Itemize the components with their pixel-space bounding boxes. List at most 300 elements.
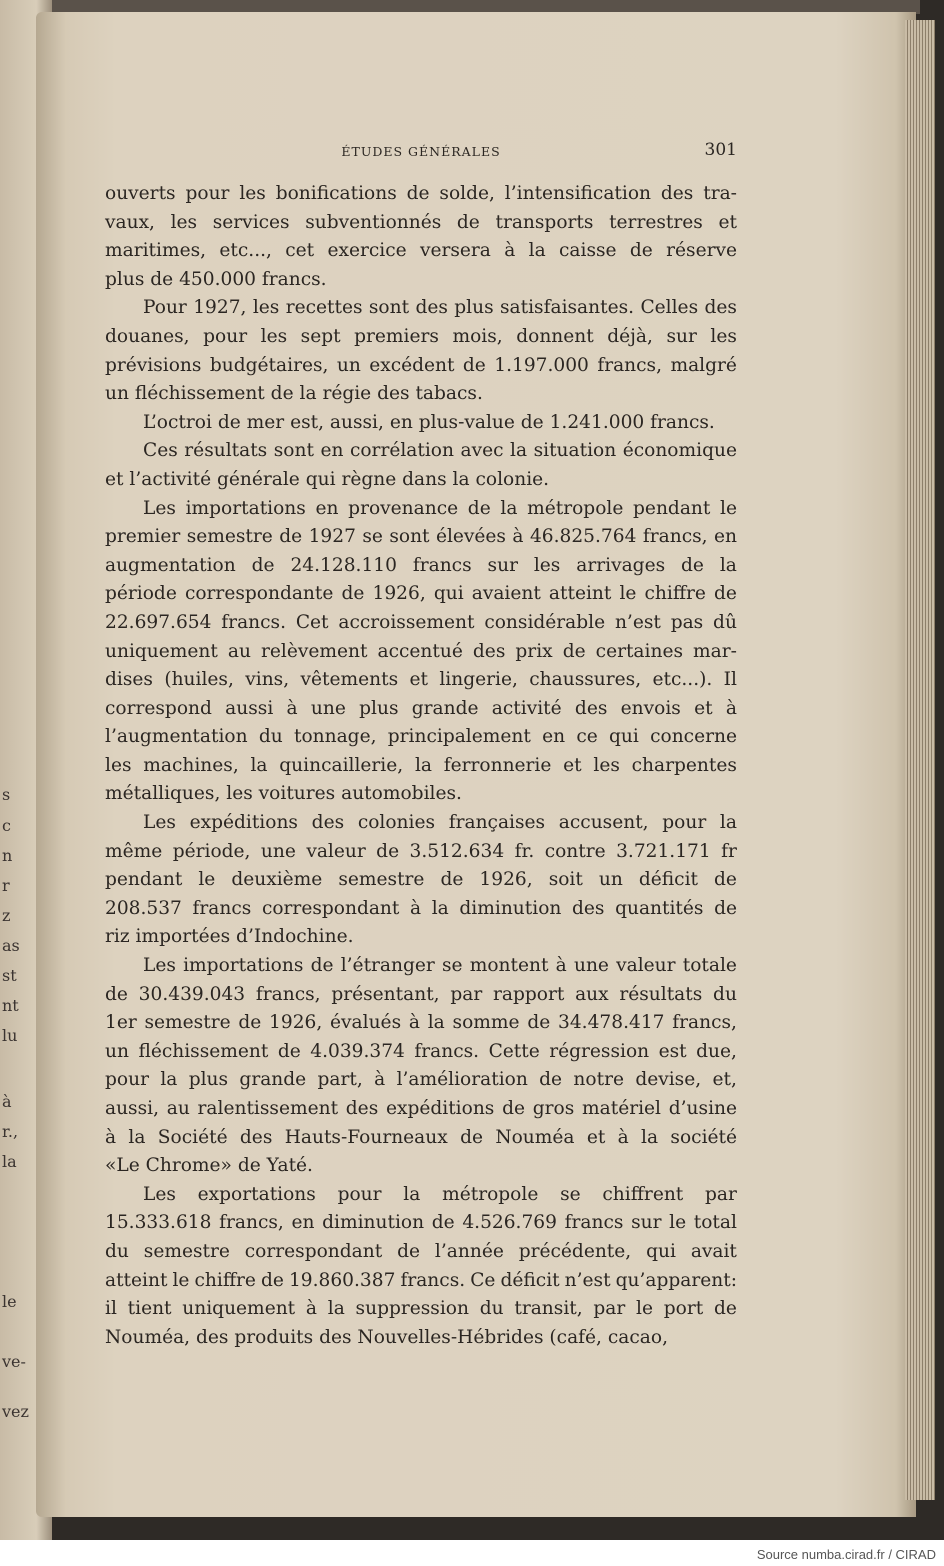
word: fr. bbox=[514, 840, 535, 862]
word: qui bbox=[646, 1240, 676, 1262]
word: la bbox=[431, 897, 449, 919]
page-header bbox=[105, 140, 737, 164]
text-line bbox=[105, 638, 737, 667]
word: des bbox=[574, 697, 608, 719]
word: importations bbox=[185, 497, 306, 519]
word: en bbox=[320, 440, 344, 462]
word: Les bbox=[143, 497, 176, 519]
word: la bbox=[414, 754, 432, 776]
word: la bbox=[327, 1298, 345, 1320]
word: de bbox=[460, 1126, 483, 1148]
word: du bbox=[479, 1298, 504, 1320]
word: Ces bbox=[143, 440, 178, 462]
word: fr bbox=[721, 840, 737, 862]
word: et bbox=[409, 669, 428, 691]
word: exportations bbox=[197, 1183, 316, 1205]
word: une bbox=[260, 840, 296, 862]
word: grande bbox=[239, 1069, 307, 1091]
word: francs, bbox=[672, 1012, 737, 1034]
word: de bbox=[714, 583, 737, 605]
text-line bbox=[105, 1209, 737, 1238]
word: de bbox=[238, 1012, 262, 1034]
word: qui bbox=[609, 726, 639, 748]
word: les bbox=[593, 754, 620, 776]
word: total bbox=[693, 1212, 737, 1234]
word: plus bbox=[188, 1069, 229, 1091]
word: vaux, bbox=[105, 211, 155, 233]
word: période, bbox=[172, 840, 251, 862]
text-line: L’octroi de mer est, aussi, en plus-value de 1.241.000 francs. bbox=[143, 411, 715, 433]
word: un bbox=[105, 1040, 129, 1062]
word: les bbox=[710, 325, 737, 347]
text-line bbox=[105, 866, 737, 895]
word: correspondante bbox=[184, 583, 334, 605]
word: francs bbox=[564, 1212, 624, 1234]
word: se bbox=[560, 1183, 581, 1205]
word: à bbox=[504, 240, 516, 262]
word: et bbox=[563, 754, 582, 776]
text-line bbox=[105, 895, 737, 924]
word: considérable bbox=[484, 611, 606, 633]
word: plus bbox=[454, 297, 494, 319]
word: évalués bbox=[330, 1012, 402, 1034]
text-line bbox=[105, 552, 737, 581]
word: expéditions bbox=[385, 1098, 495, 1119]
word: tra- bbox=[703, 183, 737, 204]
word: de bbox=[681, 554, 704, 576]
paragraph bbox=[105, 294, 737, 408]
word: situation bbox=[533, 440, 617, 462]
word: correspondant bbox=[261, 897, 400, 919]
word: le bbox=[619, 583, 637, 605]
word: chiffrent bbox=[602, 1183, 684, 1205]
word: des bbox=[572, 897, 605, 919]
word: Pour bbox=[143, 297, 187, 319]
word: ouverts bbox=[105, 183, 176, 204]
word: Société bbox=[157, 1126, 228, 1148]
word: montent bbox=[469, 955, 549, 977]
word: machines, bbox=[143, 754, 239, 776]
word: à bbox=[555, 955, 567, 977]
word: envois bbox=[620, 697, 681, 719]
word: vêtements bbox=[300, 669, 399, 691]
word: à bbox=[617, 1126, 629, 1148]
word: plus bbox=[359, 697, 399, 719]
word: 4.039.374 bbox=[310, 1040, 405, 1062]
word: régression bbox=[549, 1040, 650, 1062]
word: suppression bbox=[355, 1298, 469, 1320]
text-line bbox=[105, 209, 737, 238]
word: francs, bbox=[255, 983, 321, 1005]
word: de bbox=[406, 183, 430, 204]
text-line: riz importées d’Indochine. bbox=[105, 926, 354, 948]
word: des bbox=[704, 297, 737, 319]
word: pour bbox=[662, 812, 707, 834]
word: de bbox=[502, 1098, 526, 1119]
word: 4.526.769 bbox=[462, 1212, 557, 1234]
word: soit bbox=[548, 869, 583, 891]
word: malgré bbox=[670, 354, 737, 376]
source-credit: Source numba.cirad.fr / CIRAD bbox=[756, 1547, 936, 1562]
word: part, bbox=[317, 1069, 363, 1091]
word: qui bbox=[433, 583, 464, 605]
word: en bbox=[315, 497, 339, 519]
word: francs bbox=[412, 554, 472, 576]
word: correspond bbox=[105, 697, 212, 719]
word: la bbox=[128, 1126, 146, 1148]
paragraph bbox=[105, 437, 737, 494]
page-number: 301 bbox=[704, 140, 737, 160]
paragraph bbox=[105, 409, 737, 438]
word: pour bbox=[105, 1069, 149, 1091]
word: francs. bbox=[414, 1040, 480, 1062]
word: du bbox=[258, 726, 283, 748]
word: due, bbox=[696, 1040, 737, 1062]
text-line bbox=[105, 1267, 737, 1296]
text-line bbox=[105, 1038, 737, 1067]
word: présentant, bbox=[331, 983, 440, 1005]
word: avait bbox=[690, 1240, 737, 1262]
word: aussi bbox=[225, 697, 274, 719]
word: premier bbox=[105, 526, 181, 548]
word: prix bbox=[515, 640, 553, 662]
word: mar- bbox=[693, 640, 737, 662]
word: arrivages bbox=[576, 554, 666, 576]
text-line bbox=[105, 609, 737, 638]
text-line bbox=[105, 1238, 737, 1267]
word: de bbox=[629, 240, 653, 262]
text-line bbox=[105, 695, 737, 724]
word: 34.478.417 bbox=[558, 1012, 665, 1034]
word: accusent, bbox=[558, 812, 649, 834]
word: semestre bbox=[144, 1012, 231, 1034]
word: expéditions bbox=[189, 812, 298, 834]
word: en bbox=[291, 1212, 315, 1234]
word: à bbox=[305, 1298, 317, 1320]
word: 1926, bbox=[372, 583, 426, 605]
word: au bbox=[227, 640, 251, 662]
word: Il bbox=[723, 669, 737, 691]
word: n’est bbox=[614, 611, 661, 633]
word: les bbox=[252, 297, 280, 319]
word: valeur bbox=[306, 840, 366, 862]
word: de bbox=[279, 526, 303, 548]
word: importations bbox=[183, 955, 304, 977]
word: chaussures, bbox=[529, 669, 642, 691]
word: francs bbox=[192, 897, 252, 919]
word: port bbox=[663, 1298, 704, 1320]
word: prévisions bbox=[105, 354, 202, 376]
word: métropole bbox=[527, 497, 624, 519]
text-line bbox=[105, 981, 737, 1010]
word: Cette bbox=[488, 1040, 540, 1062]
word: les bbox=[533, 554, 561, 576]
left-page-fragment: lu bbox=[2, 1026, 18, 1045]
word: qu’apparent: bbox=[615, 1269, 737, 1291]
word: atteint bbox=[105, 1269, 168, 1291]
text-line bbox=[105, 809, 737, 838]
word: sont bbox=[389, 526, 430, 548]
word: des bbox=[415, 297, 448, 319]
word: deuxième bbox=[231, 869, 323, 891]
word: transit, bbox=[514, 1298, 583, 1320]
word: de bbox=[397, 1240, 421, 1262]
word: des bbox=[660, 183, 694, 204]
paragraph bbox=[105, 180, 737, 294]
word: budgétaires, bbox=[209, 354, 329, 376]
word: donnent bbox=[516, 325, 594, 347]
word: l’amélioration bbox=[396, 1069, 528, 1091]
word: douanes, bbox=[105, 325, 190, 347]
word: les bbox=[239, 183, 266, 204]
word: résultats bbox=[619, 983, 703, 1005]
word: tonnage, bbox=[293, 726, 377, 748]
text-line bbox=[105, 352, 737, 381]
word: 1927 bbox=[308, 526, 356, 548]
word: uniquement bbox=[105, 640, 218, 662]
word: provenance bbox=[348, 497, 459, 519]
word: à bbox=[408, 1012, 420, 1034]
left-page-fragment: ve- bbox=[2, 1352, 26, 1371]
word: précédente, bbox=[518, 1240, 632, 1262]
word: solde, bbox=[439, 183, 495, 204]
word: le bbox=[636, 1298, 653, 1320]
word: dû bbox=[713, 611, 737, 633]
word: pendant bbox=[633, 497, 711, 519]
text-line bbox=[105, 1124, 737, 1153]
left-page-fragment: c bbox=[2, 816, 11, 835]
word: premiers bbox=[354, 325, 439, 347]
word: de bbox=[714, 869, 737, 891]
word: sont bbox=[273, 440, 314, 462]
word: les bbox=[260, 325, 288, 347]
word: etc...). bbox=[652, 669, 713, 691]
word: la bbox=[510, 440, 528, 462]
word: sont bbox=[368, 297, 410, 319]
word: et bbox=[694, 697, 713, 719]
word: subventionnés bbox=[305, 211, 442, 233]
text-line bbox=[105, 838, 737, 867]
word: se bbox=[362, 526, 383, 548]
word: une bbox=[310, 697, 346, 719]
word: maritimes, bbox=[105, 240, 207, 262]
word: aux bbox=[575, 983, 609, 1005]
word: caisse bbox=[559, 240, 617, 262]
left-page-fragment: as bbox=[2, 936, 20, 955]
word: est bbox=[658, 1040, 687, 1062]
word: semestre bbox=[338, 869, 425, 891]
left-page-fragment: nt bbox=[2, 996, 19, 1015]
word: rapport bbox=[492, 983, 565, 1005]
word: pour bbox=[337, 1183, 382, 1205]
paragraph bbox=[105, 952, 737, 1181]
text-line: métalliques, les voitures automobiles. bbox=[105, 783, 462, 805]
word: de bbox=[277, 1040, 301, 1062]
word: Hauts-Fourneaux bbox=[284, 1126, 448, 1148]
word: vins, bbox=[245, 669, 290, 691]
word: de bbox=[714, 897, 737, 919]
word: terrestres bbox=[609, 211, 703, 233]
word: déficit bbox=[638, 869, 698, 891]
word: de bbox=[527, 1012, 551, 1034]
word: il bbox=[105, 1298, 117, 1320]
word: recettes bbox=[285, 297, 363, 319]
word: un bbox=[336, 354, 361, 376]
word: francs, bbox=[219, 1212, 284, 1234]
word: de bbox=[562, 640, 586, 662]
word: et, bbox=[712, 1069, 737, 1091]
text-line bbox=[105, 294, 737, 323]
word: etc..., bbox=[219, 240, 272, 262]
left-page-fragment: r bbox=[2, 876, 10, 895]
word: le bbox=[198, 869, 216, 891]
word: certaines bbox=[595, 640, 683, 662]
word: l’intensification bbox=[504, 183, 652, 204]
word: matériel bbox=[582, 1098, 661, 1119]
text-line bbox=[105, 495, 737, 524]
word: même bbox=[105, 840, 163, 862]
word: quincaillerie, bbox=[279, 754, 404, 776]
word: valeur bbox=[616, 955, 676, 977]
word: (huiles, bbox=[164, 669, 234, 691]
word: chiffre bbox=[194, 1269, 256, 1291]
word: des bbox=[239, 1126, 273, 1148]
word: de bbox=[260, 1269, 284, 1291]
word: 24.128.110 bbox=[290, 554, 397, 576]
word: et bbox=[586, 1126, 606, 1148]
word: l’augmentation bbox=[105, 726, 248, 748]
word: de bbox=[376, 840, 400, 862]
word: un bbox=[598, 869, 623, 891]
word: déficit bbox=[500, 1269, 560, 1291]
word: 30.439.043 bbox=[138, 983, 246, 1005]
word: 46.825.764 bbox=[529, 526, 637, 548]
word: versera bbox=[419, 240, 491, 262]
text-line bbox=[105, 666, 737, 695]
word: métropole bbox=[442, 1183, 539, 1205]
word: 22.697.654 bbox=[105, 611, 212, 633]
word: les bbox=[105, 754, 132, 776]
word: les bbox=[170, 211, 198, 233]
word: le bbox=[720, 497, 737, 519]
word: francs. bbox=[221, 611, 286, 633]
word: réserve bbox=[666, 240, 737, 262]
word: la bbox=[500, 497, 518, 519]
word: à bbox=[512, 526, 524, 548]
word: 1926, bbox=[269, 1012, 323, 1034]
word: semestre bbox=[186, 526, 273, 548]
word: le bbox=[669, 1212, 687, 1234]
word: de bbox=[341, 583, 365, 605]
word: relèvement bbox=[261, 640, 368, 662]
word: pour bbox=[185, 183, 230, 204]
word: l’étranger bbox=[340, 955, 435, 977]
word: sur bbox=[631, 1212, 662, 1234]
word: Les bbox=[143, 955, 176, 977]
word: au bbox=[166, 1098, 190, 1119]
left-page-fragment: la bbox=[2, 1152, 17, 1171]
text-line bbox=[105, 723, 737, 752]
word: exercice bbox=[327, 240, 407, 262]
word: de bbox=[462, 354, 486, 376]
page-body bbox=[105, 180, 737, 1352]
word: la bbox=[528, 240, 546, 262]
word: quantités bbox=[615, 897, 704, 919]
word: de bbox=[251, 554, 275, 576]
word: ferronnerie bbox=[443, 754, 552, 776]
text-line bbox=[105, 1095, 737, 1124]
text-line bbox=[105, 580, 737, 609]
word: chiffre bbox=[644, 583, 706, 605]
word: somme bbox=[452, 1012, 520, 1034]
text-line: Nouméa, des produits des Nouvelles-Hébrides (café, cacao, bbox=[105, 1326, 668, 1348]
text-line bbox=[105, 323, 737, 352]
word: de bbox=[539, 1069, 563, 1091]
word: la bbox=[719, 812, 737, 834]
text-line bbox=[105, 180, 737, 209]
word: accentué bbox=[377, 640, 463, 662]
word: l’année bbox=[434, 1240, 504, 1262]
word: grande bbox=[411, 697, 479, 719]
word: services bbox=[212, 211, 290, 233]
word: de bbox=[105, 983, 128, 1005]
word: le bbox=[172, 1269, 190, 1291]
word: transports bbox=[495, 211, 594, 233]
word: pour bbox=[203, 325, 248, 347]
paragraph bbox=[105, 809, 737, 952]
word: avec bbox=[460, 440, 504, 462]
word: ralentissement bbox=[197, 1098, 339, 1119]
word: 19.860.387 bbox=[288, 1269, 396, 1291]
word: françaises bbox=[448, 812, 546, 834]
word: mois, bbox=[452, 325, 503, 347]
word: 3.512.634 bbox=[409, 840, 505, 862]
word: la bbox=[160, 1069, 178, 1091]
word: Ce bbox=[470, 1269, 496, 1291]
word: à bbox=[725, 697, 737, 719]
left-page-fragment: le bbox=[2, 1292, 17, 1311]
word: sept bbox=[300, 325, 341, 347]
word: et bbox=[718, 211, 737, 233]
word: francs, bbox=[597, 354, 663, 376]
word: totale bbox=[682, 955, 737, 977]
word: à bbox=[374, 1069, 386, 1091]
word: gros bbox=[532, 1098, 575, 1119]
word: uniquement bbox=[182, 1298, 296, 1320]
word: Celles bbox=[640, 297, 699, 319]
word: ce bbox=[576, 726, 598, 748]
word: fléchissement bbox=[138, 1040, 269, 1062]
word: de bbox=[713, 1298, 737, 1320]
word: Les bbox=[143, 1183, 176, 1205]
text-line bbox=[105, 752, 737, 781]
word: excédent bbox=[369, 354, 455, 376]
word: des bbox=[311, 812, 345, 834]
word: de bbox=[467, 497, 491, 519]
text-line bbox=[105, 523, 737, 552]
word: n’est bbox=[564, 1269, 611, 1291]
left-page-fragment: n bbox=[2, 846, 13, 865]
word: à bbox=[410, 897, 422, 919]
word: cet bbox=[285, 240, 315, 262]
left-page-fragment: s bbox=[2, 785, 11, 804]
left-page-fragment: st bbox=[2, 966, 17, 985]
word: atteint bbox=[548, 583, 612, 605]
text-line bbox=[105, 952, 737, 981]
word: par bbox=[593, 1298, 626, 1320]
word: 1926, bbox=[479, 869, 533, 891]
word: par bbox=[450, 983, 483, 1005]
